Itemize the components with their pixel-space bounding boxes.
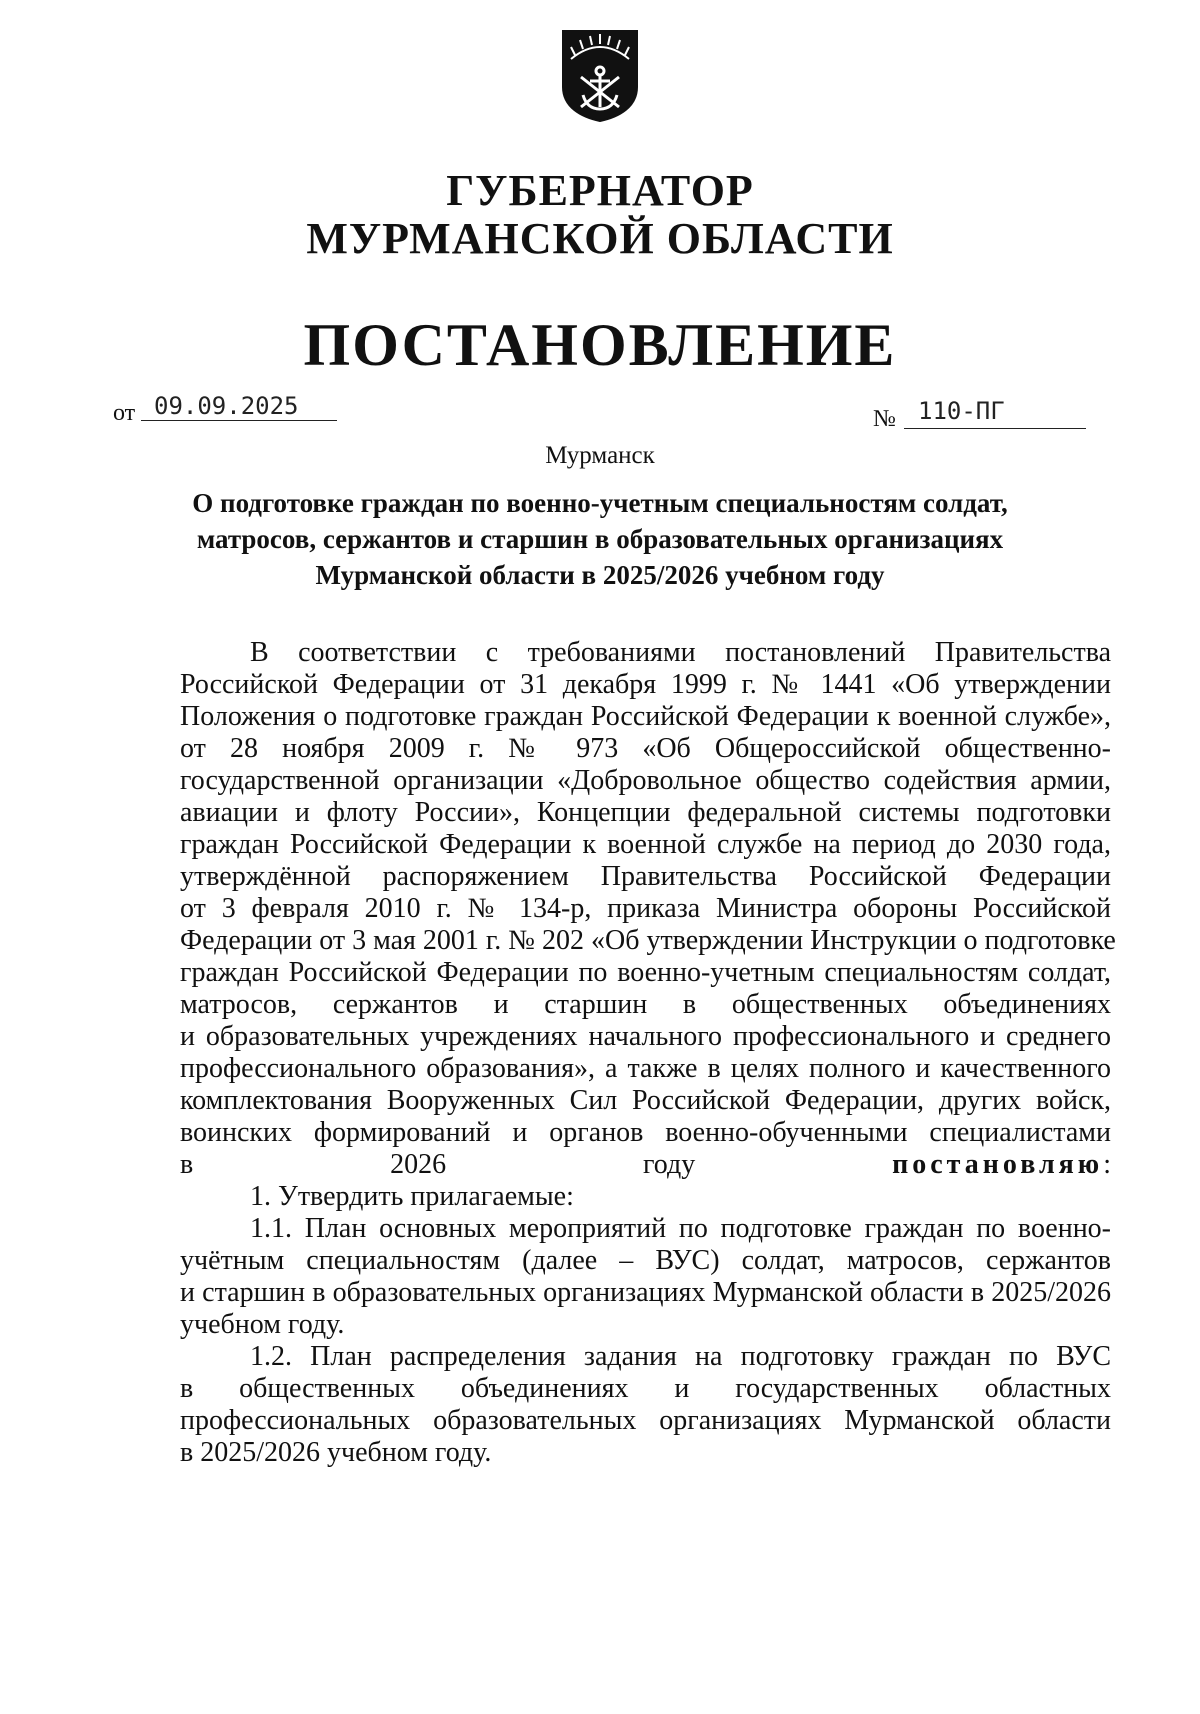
item-1: 1. Утвердить прилагаемые: xyxy=(250,1181,574,1212)
item-1-2-line: профессиональных образовательных организациях Мурманской области xyxy=(180,1405,1111,1436)
item-1-2-line: в 2025/2026 учебном году. xyxy=(180,1437,492,1468)
murmansk-coat-of-arms-icon xyxy=(561,29,639,123)
body-line: граждан Российской Федерации по военно-учетным специальностям солдат, xyxy=(180,957,1111,988)
title-line: О подготовке граждан по военно-учетным специальностям солдат, xyxy=(192,488,1008,518)
item-1-1-line: 1.1. План основных мероприятий по подготовке граждан по военно- xyxy=(250,1213,1111,1244)
body-line: воинских формирований и органов военно-обученными специалистами xyxy=(180,1117,1111,1148)
body-line: от 3 февраля 2010 г. № 134-р, приказа Министра обороны Российской xyxy=(180,893,1111,924)
body-line-resolve xyxy=(180,1149,1111,1181)
body-line: В соответствии с требованиями постановлений Правительства xyxy=(250,637,1111,668)
body-line: авиации и флоту России», Концепции федеральной системы подготовки xyxy=(180,797,1111,828)
title-line: Мурманской области в 2025/2026 учебном году xyxy=(315,560,885,590)
number-underline xyxy=(904,428,1086,429)
document-title xyxy=(150,485,1050,593)
body-line: от 28 ноября 2009 г. № 973 «Об Общероссийской общественно- xyxy=(180,733,1111,764)
authority-title-line2: МУРМАНСКОЙ ОБЛАСТИ xyxy=(306,214,894,263)
body-line: и образовательных учреждениях начального профессионального и среднего xyxy=(180,1021,1111,1052)
number-label: № xyxy=(873,406,896,432)
date-label: от xyxy=(113,400,136,426)
body-line: государственной организации «Добровольное общество содействия армии, xyxy=(180,765,1111,796)
coat-of-arms-svg xyxy=(561,29,639,123)
authority-title-line1: ГУБЕРНАТОР xyxy=(446,166,754,215)
body-line: матросов, сержантов и старшин в общественных объединениях xyxy=(180,989,1111,1020)
document-number: 110-ПГ xyxy=(918,397,1005,425)
body-line: Российской Федерации от 31 декабря 1999 г. № 1441 «Об утверждении xyxy=(180,669,1111,700)
document-body xyxy=(180,637,1116,1469)
date-underline xyxy=(141,420,337,421)
title-line: матросов, сержантов и старшин в образовательных организациях xyxy=(196,524,1004,554)
item-1-1-line: учётным специальностям (далее – ВУС) солдат, матросов, сержантов xyxy=(180,1245,1111,1276)
body-line: Федерации от 3 мая 2001 г. № 202 «Об утверждении Инструкции о подготовке xyxy=(180,925,1116,956)
resolve-word: постановляю xyxy=(892,1149,1104,1180)
resolve-prefix: в 2026 году xyxy=(180,1149,893,1180)
item-1-1-line: учебном году. xyxy=(180,1309,345,1340)
body-line: профессионального образования», а также в целях полного и качественного xyxy=(180,1053,1111,1084)
document-date: 09.09.2025 xyxy=(154,392,299,420)
document-type: ПОСТАНОВЛЕНИЕ xyxy=(303,312,897,378)
document-city: Мурманск xyxy=(545,442,655,469)
body-line: утверждённой распоряжением Правительства Российской Федерации xyxy=(180,861,1111,892)
item-1-1-line: и старшин в образовательных организациях Мурманской области в 2025/2026 xyxy=(180,1277,1111,1308)
resolve-suffix: : xyxy=(1103,1149,1111,1180)
body-line: комплектования Вооруженных Сил Российской Федерации, других войск, xyxy=(180,1085,1111,1116)
body-line: граждан Российской Федерации к военной службе на период до 2030 года, xyxy=(180,829,1111,860)
body-line: Положения о подготовке граждан Российской Федерации к военной службе», xyxy=(180,701,1111,732)
item-1-2-line: 1.2. План распределения задания на подготовку граждан по ВУС xyxy=(250,1341,1111,1372)
item-1-2-line: в общественных объединениях и государственных областных xyxy=(180,1373,1111,1404)
